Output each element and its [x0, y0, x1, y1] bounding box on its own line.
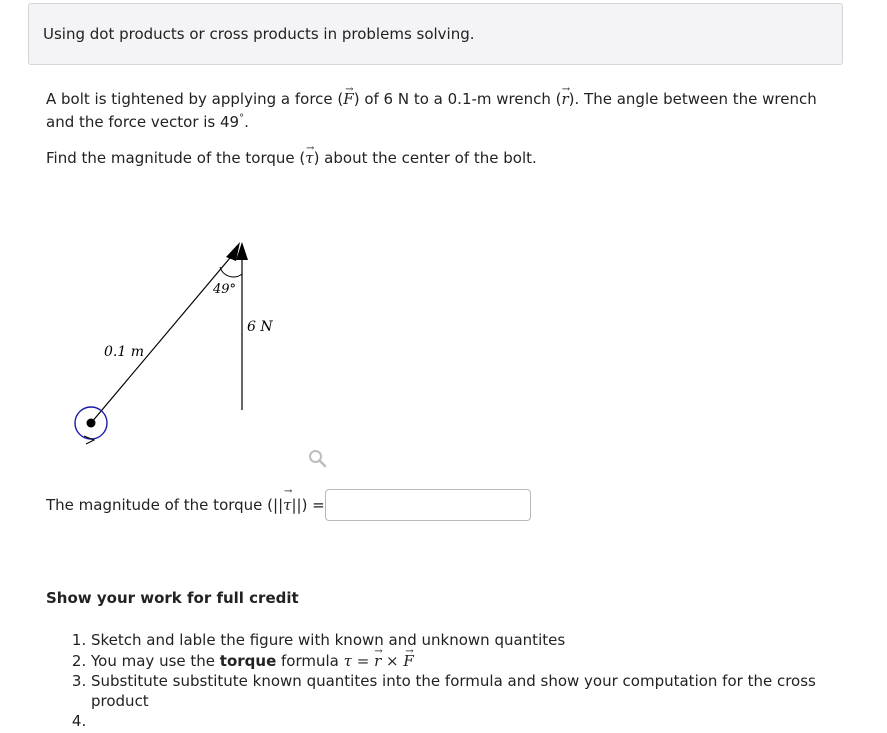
section-header: [28, 3, 843, 65]
tau-vector-symbol: → τ: [305, 149, 313, 168]
force-vector-symbol: → F: [343, 90, 353, 109]
rotation-arrow: [84, 436, 94, 444]
problem-text-3: ). The angle between the wrench: [568, 90, 817, 108]
torque-answer-input[interactable]: [325, 489, 531, 521]
wrench-figure: [60, 230, 300, 450]
formula-f-vector: → F: [403, 652, 413, 672]
list-item: [91, 631, 871, 651]
norm-bars-open: ||: [273, 496, 284, 514]
degree-symbol: °: [239, 113, 245, 124]
wrench-line: [91, 252, 235, 423]
force-label: 6 N: [247, 319, 273, 335]
problem-text-end: .: [244, 113, 249, 131]
problem-question: [46, 149, 537, 168]
formula-tau: τ: [343, 651, 352, 670]
work-heading: Show your work for full credit: [46, 589, 299, 607]
formula-r-vector: → r: [374, 652, 381, 672]
problem-text-2: ) of 6 N to a 0.1-m wrench (: [353, 90, 562, 108]
section-title: Using dot products or cross products in problems solving.: [43, 25, 475, 43]
answer-label-equals: ) =: [301, 496, 325, 514]
problem-statement: [46, 90, 817, 132]
bolt-center: [87, 419, 96, 428]
norm-bars-close: ||: [291, 496, 302, 514]
work-steps-list: [46, 631, 871, 733]
question-text-2: ) about the center of the bolt.: [313, 149, 537, 167]
list-item: [91, 672, 871, 711]
angle-arc: [220, 267, 242, 277]
r-vector-symbol: → r: [562, 90, 569, 109]
answer-tau-symbol: → τ: [283, 496, 291, 514]
list-item: [91, 652, 871, 672]
problem-text-1: A bolt is tightened by applying a force (: [46, 90, 344, 108]
step-1-text: Sketch and lable the figure with known and unknown quantites: [91, 631, 566, 649]
list-item: [91, 712, 871, 732]
step-2-text-b: formula: [276, 651, 344, 670]
answer-label: [46, 496, 325, 514]
answer-label-text: The magnitude of the torque (: [46, 496, 274, 514]
problem-text-4: and the force vector is 49: [46, 113, 240, 131]
formula-equals: =: [351, 651, 375, 670]
length-label: 0.1 m: [104, 344, 144, 360]
step-3-text: Substitute substitute known quantites into the formula and show your computation for the cross product: [91, 672, 816, 710]
formula-times: ×: [381, 651, 404, 670]
question-text-1: Find the magnitude of the torque (: [46, 149, 306, 167]
magnify-icon[interactable]: [308, 449, 328, 469]
angle-label: 49°: [213, 282, 237, 297]
step-2-text-a: You may use the: [91, 651, 220, 670]
step-2-bold: torque: [219, 651, 277, 670]
